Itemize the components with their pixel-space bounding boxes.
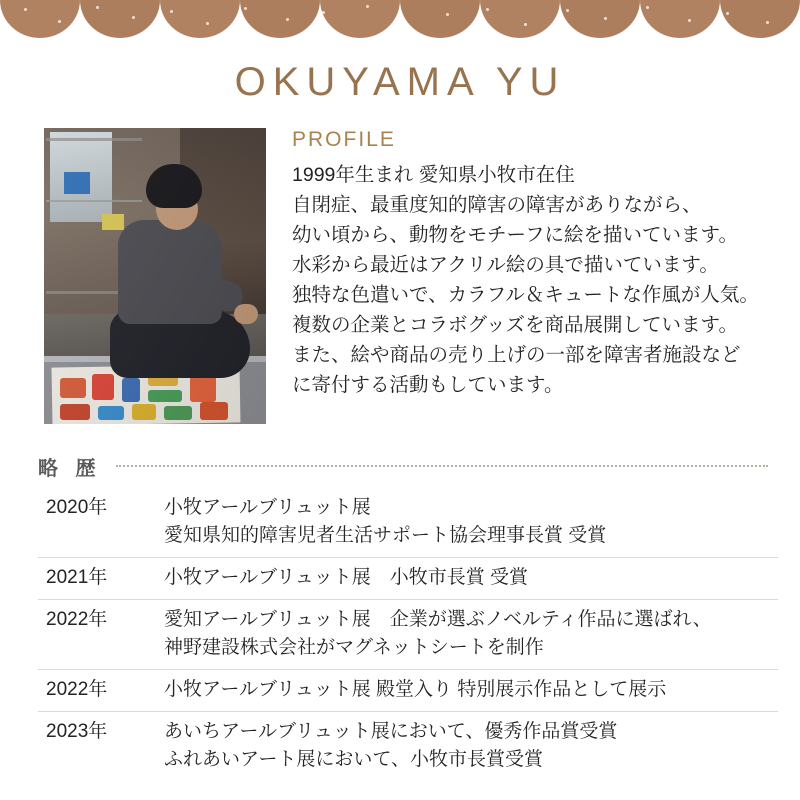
history-description-line: 神野建設株式会社がマグネットシートを制作 xyxy=(164,637,544,658)
profile-line: 独特な色遣いで、カラフル＆キュートな作風が人気。 xyxy=(292,284,759,306)
history-year: 2023年 xyxy=(46,721,108,742)
history-year: 2022年 xyxy=(46,679,108,700)
scallop-shape xyxy=(400,0,480,38)
history-description-line: 愛知アールブリュット展 企業が選ぶノベルティ作品に選ばれ、 xyxy=(164,609,712,630)
scallop-shape xyxy=(720,0,800,38)
scallop-shape xyxy=(0,0,80,38)
history-description xyxy=(164,606,778,662)
dotted-divider xyxy=(116,465,768,468)
history-description-line: 小牧アールブリュット展 xyxy=(164,497,371,518)
page-title: OKUYAMA YU xyxy=(234,60,566,104)
history-section-header xyxy=(38,452,768,481)
artist-photo xyxy=(44,128,266,424)
scallop-row xyxy=(0,0,800,38)
profile-line: 1999年生まれ 愛知県小牧市在住 xyxy=(292,164,575,186)
history-year: 2021年 xyxy=(46,567,108,588)
scallop-shape xyxy=(560,0,640,38)
history-description xyxy=(164,676,778,704)
table-row xyxy=(38,712,778,781)
decorative-scallop-band xyxy=(0,0,800,38)
table-row xyxy=(38,558,778,600)
history-description-line: あいちアールブリュット展において、優秀作品賞受賞 xyxy=(164,721,618,742)
profile-line: 自閉症、最重度知的障害の障害がありながら、 xyxy=(292,194,702,216)
history-description-line: ふれあいアート展において、小牧市長賞受賞 xyxy=(164,749,544,770)
history-year: 2022年 xyxy=(46,609,108,630)
scallop-shape xyxy=(160,0,240,38)
history-description xyxy=(164,564,778,592)
history-description xyxy=(164,718,778,774)
scallop-shape xyxy=(80,0,160,38)
history-list xyxy=(38,488,778,781)
scallop-shape xyxy=(480,0,560,38)
history-description xyxy=(164,494,778,550)
profile-line: また、絵や商品の売り上げの一部を障害者施設など xyxy=(292,344,741,366)
scallop-shape xyxy=(240,0,320,38)
scallop-shape xyxy=(320,0,400,38)
history-description-line: 愛知県知的障害児者生活サポート協会理事長賞 受賞 xyxy=(164,525,607,546)
profile-text-block xyxy=(266,128,764,400)
table-row xyxy=(38,488,778,558)
history-year: 2020年 xyxy=(46,497,108,518)
table-row xyxy=(38,670,778,712)
table-row xyxy=(38,600,778,670)
profile-line: 幼い頃から、動物をモチーフに絵を描いています。 xyxy=(292,224,738,246)
profile-section xyxy=(44,128,764,424)
history-description-line: 小牧アールブリュット展 殿堂入り 特別展示作品として展示 xyxy=(164,679,667,700)
profile-section-label: PROFILE xyxy=(292,128,396,151)
history-description-line: 小牧アールブリュット展 小牧市長賞 受賞 xyxy=(164,567,528,588)
profile-line: 複数の企業とコラボグッズを商品展開しています。 xyxy=(292,314,738,336)
scallop-shape xyxy=(640,0,720,38)
profile-line: に寄付する活動もしています。 xyxy=(292,374,564,396)
profile-line: 水彩から最近はアクリル絵の具で描いています。 xyxy=(292,254,719,276)
history-section-label: 略 歴 xyxy=(38,458,102,480)
